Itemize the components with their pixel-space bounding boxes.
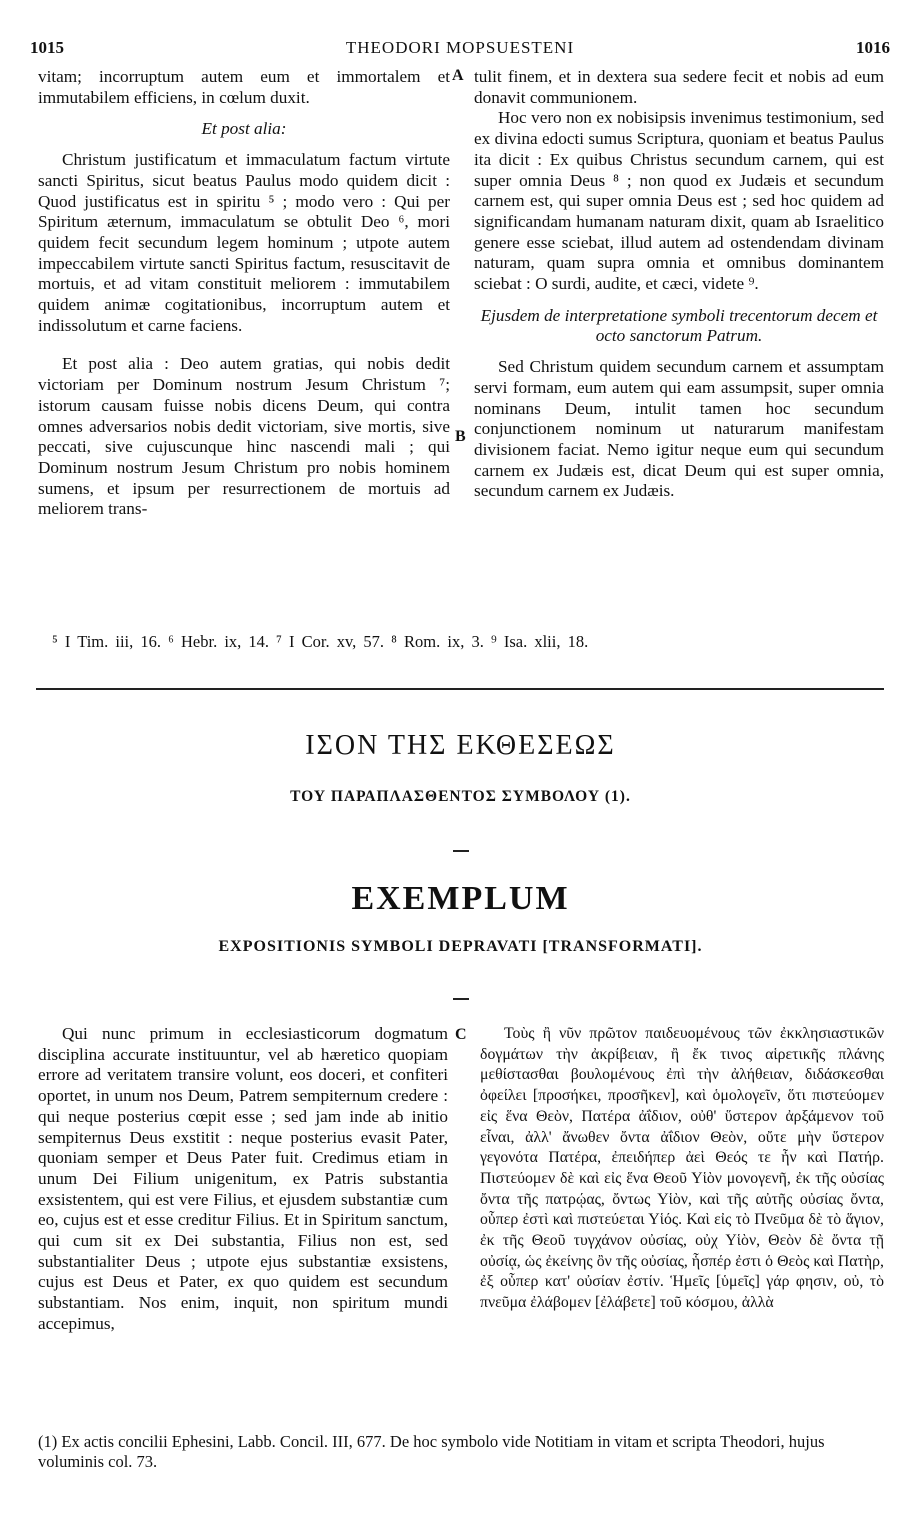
- footnote: [38, 1432, 886, 1472]
- running-title: THEODORI MOPSUESTENI: [345, 38, 575, 57]
- latin-subtitle: EXPOSITIONIS SYMBOLI DEPRAVATI [TRANSFORMATI].: [218, 938, 703, 955]
- paragraph: Et post alia : Deo autem gratias, qui nobis dedit victoriam per Dominum nostrum Jesum Christum ⁷; istorum causam fuisse nobis dicens Deum, qui contra omnes adversarios nobis dedit victoriam, sive mortis, sive peccati, sive cujuscunque hinc nascendi mali ; qui Dominum nostrum Jesum Christum pro nobis hominem sumens, et ipsum per resurrectionem de mortuis ad meliorem trans-: [38, 354, 450, 519]
- marginal-references: ⁵ I Tim. iii, 16. ⁶ Hebr. ix, 14. ⁷ I Cor. xv, 57. ⁸ Rom. ix, 3. ⁹ Isa. xlii, 18.: [52, 632, 589, 651]
- greek-text-column: [480, 1024, 884, 1314]
- page-number-right: 1016: [856, 38, 890, 57]
- dash-divider: [453, 850, 469, 852]
- page-number-left: 1015: [30, 38, 64, 57]
- section-divider: [36, 688, 884, 690]
- paragraph: vitam; incorruptum autem eum et immortalem et immutabilem efficiens, in cœlum duxit.: [38, 67, 450, 107]
- paragraph: Sed Christum quidem secundum carnem et assumptam servi formam, eum autem qui eam assumpsit, super omnia nominans Deum, intulit tamen hoc secundum conjunctionem nominum ut naturarum manifestam divisionem faciat. Nemo igitur neque eum qui secundum carnem ex Judæis est, dicat Deum qui est super omnia, secundum carnem ex Judæis.: [474, 357, 884, 501]
- paragraph: Hoc vero non ex nobisipsis invenimus testimonium, sed ex divina edocti sumus Scriptura, quoniam et beatus Paulus ita dicit : Ex quibus Christus secundum carnem, qui est super omnia Deus ⁸ ; non quod ex Judæis et secundum carnem est, qui super omnia Deus est ; sed hoc quidem ad significandam humanam naturam dixit, quam ab Israelitico genere esse sciebat, illud autem ad ostendendam divinam naturam, quam supra omnia et omnibus dominantem sciebat : O surdi, audite, et cæci, videte ⁹.: [474, 108, 884, 294]
- latin-title: EXEMPLUM: [351, 880, 570, 917]
- greek-subtitle: ΤΟΥ ΠΑΡΑΠΛΑΣΘΕΝΤΟΣ ΣΥΜΒΟΛΟΥ (1).: [290, 788, 631, 805]
- margin-letter-b: B: [455, 428, 466, 445]
- running-header: [30, 38, 890, 62]
- margin-letter-c: C: [455, 1026, 467, 1043]
- top-left-column: [38, 67, 450, 520]
- latin-text-column: [38, 1024, 448, 1335]
- paragraph: Τοὺς ἢ νῦν πρῶτον παιδευομένους τῶν ἐκκλησιαστικῶν δογμάτων τὴν ἀκρίβειαν, ἢ ἔκ τινος αἱρετικῆς πλάνης μεθίστασθαι βουλομένους ἐπὶ τὴν ἀλήθειαν, διδάσκεσθαι ὀφείλει [προσήκει, προσῆκεν], καὶ ὁμολογεῖν, ὅτι πιστεύομεν εἰς ἕνα Θεὸν, Πατέρα ἀΐδιον, οὐθ' ὕστερον ἀρξάμενον τοῦ εἶναι, ἀλλ' ἄνωθεν ὄντα ἀΐδιον Θεὸν, οὔτε μὴν ὕστερον γεγονότα Πατέρα, ἐπειδήπερ ἀεὶ Θεός τε ἦν καὶ Πατήρ. Πιστεύομεν δὲ καὶ εἰς ἕνα Θεοῦ Υἱὸν μονογενῆ, ἐκ τῆς οὐσίας ὄντα τῆς πατρῴας, ὄντως Υἱὸν, καὶ τῆς αὐτῆς οὐσίας ὄντα, οὗπερ ἐστὶ καὶ πιστεύεται Υἱός. Καὶ εἰς τὸ Πνεῦμα δὲ τὸ ἅγιον, ἐκ τῆς Θεοῦ τυγχάνον οὐσίας, οὐχ Υἱὸν, Θεὸν δὲ ὄντα τῇ οὐσίᾳ, ὡς ἐκείνης ὂν τῆς οὐσίας, ἧσπέρ ἐστι ὁ Θεὸς καὶ Πατὴρ, ἐξ οὗπερ κατ' οὐσίαν ἐστίν. Ἡμεῖς [ὑμεῖς] γάρ φησιν, οὐ, τὸ πνεῦμα ἐλάβομεν [ἐλάβετε] τοῦ κόσμου, ἀλλὰ: [480, 1025, 884, 1312]
- paragraph: Christum justificatum et immaculatum factum virtute sancti Spiritus, sicut beatus Paulus modo quidem dicit : Quod justificatus est in spiritu ⁵ ; modo vero : Qui per Spiritum æternum, immaculatum se obtulit Deo ⁶, mori quidem fecit secundum legem hominum ; utpote autem impeccabilem virtute sancti Spiritus factum, resuscitavit de mortuis, et ad vitam constituit meliorem : immutabilem quidem animæ cogitationibus, incorruptum autem et indissolutum et carne faciens.: [38, 150, 450, 335]
- section-heading: Ejusdem de interpretatione symboli trecentorum decem et octo sanctorum Patrum.: [480, 305, 878, 346]
- greek-title: ΙΣΟΝ ΤΗΣ ΕΚΘΕΣΕΩΣ: [305, 730, 616, 761]
- top-right-column: [474, 67, 884, 502]
- footnote-text: (1) Ex actis concilii Ephesini, Labb. Concil. III, 677. De hoc symbolo vide Notitiam in vitam et scripta Theodori, hujus voluminis col. 73.: [38, 1432, 825, 1471]
- margin-letter-a: A: [452, 67, 464, 84]
- paragraph: Qui nunc primum in ecclesiasticorum dogmatum disciplina accurate instituuntur, vel ab hæretico quopiam errore ad veritatem transire volunt, eos doceri, et confiteri oportet, in unum nos Deum, Patrem sempiternum credere : qui neque posterius cœpit esse ; sed jam inde ab initio sempiternus Deus exstitit : neque posterius evasit Pater, quoniam semper et Deus Pater fuit. Credimus etiam in unum Dei Filium unigenitum, ex Patris substantia exsistentem, qui est vere Filius, et ejusdem substantiæ cum eo, cujus est et esse creditur Filius. Et in Spiritum sanctum, qui cum sit ex Dei substantia, Filius non est, sed substantialiter Deus ; utpote ejus substantiæ exsistens, cujus est Deus et Pater, ex quo quidem est secundum substantiam. Nos enim, inquit, non spiritum mundi accepimus,: [38, 1024, 448, 1333]
- paragraph: tulit finem, et in dextera sua sedere fecit et nobis ad eum donavit communionem.: [474, 67, 884, 107]
- dash-divider: [453, 998, 469, 1000]
- section-heading: Et post alia:: [201, 119, 287, 139]
